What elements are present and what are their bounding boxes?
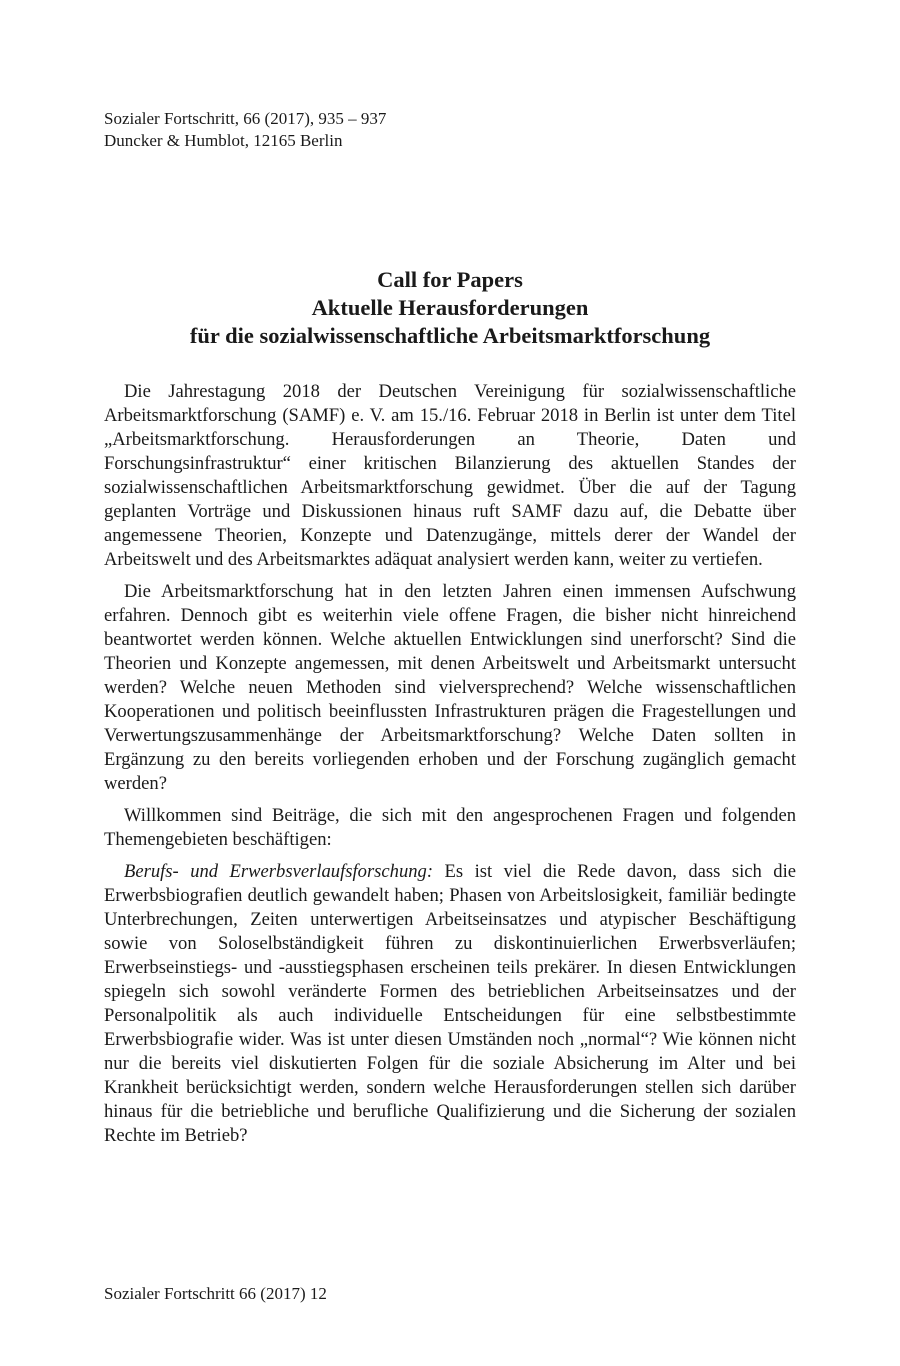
title-line-2: Aktuelle Herausforderungen: [311, 295, 589, 320]
header-citation: Sozialer Fortschritt, 66 (2017), 935 – 937: [104, 109, 387, 128]
paragraph-1: Die Jahrestagung 2018 der Deutschen Vereinigung für sozialwissenschaftliche Arbeitsmarktforschung (SAMF) e. V. am 15./16. Februar 2018 in Berlin ist unter dem Titel „Arbeitsmarktforschung. Herausforderungen an Theorie, Daten und Forschungsinfrastruktur“ einer kritischen Bilanzierung des aktuellen Standes der sozialwissenschaftlichen Arbeitsmarktforschung gewidmet. Über die auf der Tagung geplanten Vorträge und Diskussionen hinaus ruft SAMF dazu auf, die Debatte über angemessene Theorien, Konzepte und Datenzugänge, mittels derer der Wandel der Arbeitswelt und des Arbeitsmarktes adäquat analysiert werden kann, weiter zu vertiefen.: [104, 381, 796, 570]
header-publisher: Duncker & Humblot, 12165 Berlin: [104, 131, 343, 150]
body-text: [104, 380, 796, 1156]
running-header: [104, 108, 386, 152]
paragraph-4-lead: Berufs- und Erwerbsverlaufsforschung:: [124, 861, 434, 882]
paragraph-4-text: Es ist viel die Rede davon, dass sich die Erwerbsbiografien deutlich gewandelt haben; Phasen von Arbeitslosigkeit, familiär bedingte Unterbrechungen, Zeiten unterwertigen Arbeitseinsatzes und atypischer Beschäftigung sowie von Soloselbständigkeit führen zu diskontinuierlichen Erwerbsverläufen; Erwerbseinstiegs- und -ausstiegsphasen erscheinen teils prekärer. In diesen Entwicklungen spiegeln sich sowohl veränderte Formen des betrieblichen Arbeitseinsatzes und der Personalpolitik als auch individuelle Entscheidungen für eine selbstbestimmte Erwerbsbiografie wider. Was ist unter diesen Umständen noch „normal“? Wie können nicht nur die bereits viel diskutierten Folgen für die soziale Absicherung im Alter und bei Krankheit berücksichtigt werden, sondern welche Herausforderungen stellen sich darüber hinaus für die betriebliche und berufliche Qualifizierung und die Sicherung der sozialen Rechte im Betrieb?: [104, 861, 797, 1146]
page-title: [104, 266, 796, 350]
title-line-1: Call for Papers: [377, 267, 523, 292]
paragraph-2: Die Arbeitsmarktforschung hat in den letzten Jahren einen immensen Aufschwung erfahren. Dennoch gibt es weiterhin viele offene Fragen, die bisher nicht hinreichend beantwortet werden können. Welche aktuellen Entwicklungen sind unerforscht? Sind die Theorien und Konzepte angemessen, mit denen Arbeitswelt und Arbeitsmarkt untersucht werden? Welche neuen Methoden sind vielversprechend? Welche wissenschaftlichen Kooperationen und politisch beeinflussten Infrastrukturen prägen die Fragestellungen und Verwertungszusammenhänge der Arbeitsmarktforschung? Welche Daten sollten in Ergänzung zu den bereits vorliegenden erhoben und der Forschung zugänglich gemacht werden?: [104, 581, 796, 794]
title-line-3: für die sozialwissenschaftliche Arbeitsmarktforschung: [189, 323, 711, 348]
running-footer: Sozialer Fortschritt 66 (2017) 12: [104, 1284, 327, 1303]
paragraph-4: [104, 860, 796, 1148]
paragraph-3: Willkommen sind Beiträge, die sich mit den angesprochenen Fragen und folgenden Themengebieten beschäftigen:: [104, 805, 796, 850]
